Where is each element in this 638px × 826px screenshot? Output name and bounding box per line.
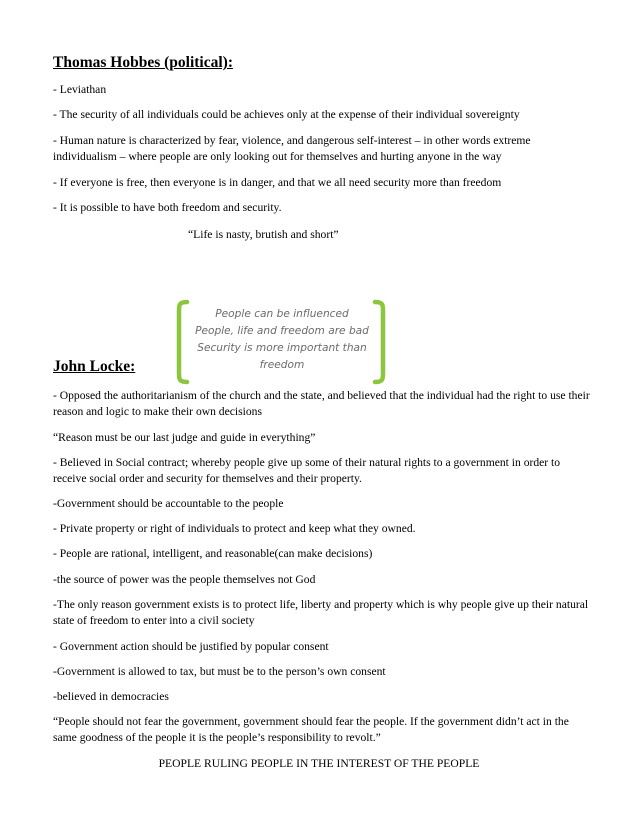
locke-point-7: -The only reason government exists is to protect life, liberty and property which is why people give up their natural state of freedom to enter into a civil society [53, 598, 589, 627]
locke-point-6: -the source of power was the people themselves not God [53, 573, 316, 586]
hobbes-point-2: - The security of all individuals could be achieves only at the expense of their individual sovereignty [53, 108, 520, 121]
callout-line-4: freedom [259, 359, 305, 371]
locke-point-10: -believed in democracies [53, 690, 169, 703]
locke-point-3: -Government should be accountable to the people [53, 497, 284, 510]
locke-point-9: -Government is allowed to tax, but must be to the person’s own consent [53, 665, 386, 678]
hobbes-heading: Thomas Hobbes (political): [53, 54, 233, 71]
locke-point-1: - Opposed the authoritarianism of the church and the state, and believed that the individual had the right to use their reason and logic to make their own decisions [53, 389, 590, 418]
locke-point-4: - Private property or right of individuals to protect and keep what they owned. [53, 522, 416, 535]
locke-point-2: - Believed in Social contract; whereby people give up some of their natural rights to a government in order to receive social order and security for themselves and their property. [53, 456, 561, 485]
hobbes-point-1: - Leviathan [53, 83, 107, 96]
locke-point-5: - People are rational, intelligent, and reasonable(can make decisions) [53, 547, 373, 560]
callout-line-1: People can be influenced [215, 308, 349, 320]
summary-callout [176, 299, 388, 385]
right-bracket-icon [375, 302, 383, 382]
locke-quote-reason: “Reason must be our last judge and guide in everything” [53, 431, 316, 444]
locke-heading: John Locke: [53, 358, 136, 375]
hobbes-point-3: - Human nature is characterized by fear, violence, and dangerous self-interest – in other words extreme individualism – where people are only looking out for themselves and hurting anyone in the way [53, 134, 531, 163]
hobbes-point-5: - It is possible to have both freedom and security. [53, 201, 282, 214]
left-bracket-icon [179, 302, 187, 382]
locke-point-8: - Government action should be justified by popular consent [53, 640, 329, 653]
hobbes-quote: “Life is nasty, brutish and short” [188, 228, 339, 241]
callout-text [190, 306, 374, 374]
callout-line-2: People, life and freedom are bad [195, 325, 369, 337]
closing-statement: PEOPLE RULING PEOPLE IN THE INTEREST OF THE PEOPLE [158, 757, 480, 770]
callout-line-3: Security is more important than [197, 342, 367, 354]
locke-quote-revolt: “People should not fear the government, government should fear the people. If the government didn’t act in the same goodness of the people it is the people’s responsibility to revolt.” [53, 715, 569, 744]
hobbes-point-4: - If everyone is free, then everyone is in danger, and that we all need security more than freedom [53, 176, 502, 189]
